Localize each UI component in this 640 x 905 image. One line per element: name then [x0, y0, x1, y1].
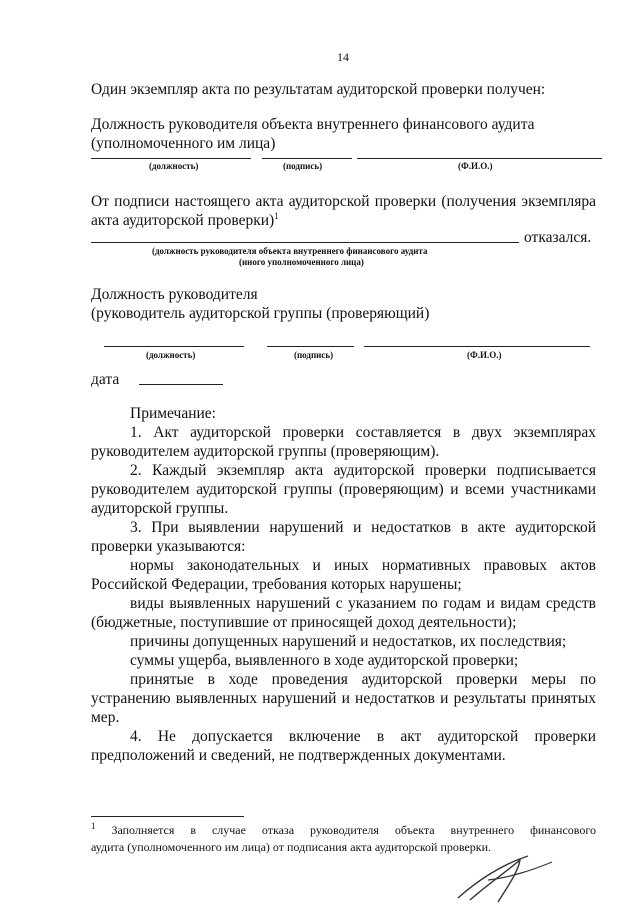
note-3-item-5-line-1: принятые в ходе проведения аудиторской проверки меры по [130, 671, 596, 688]
refusal-text-1: От подписи настоящего акта аудиторской проверки (получения экземпляра [91, 193, 596, 210]
note-3-item-5-line-2: устранению выявленных нарушений и недостатков и результаты принятых [91, 690, 596, 707]
footnote-line-2: аудита (уполномоченного им лица) от подписания акта аудиторской проверки. [91, 840, 492, 854]
refusal-signature-line [91, 242, 519, 243]
copy-received-line: Один экземпляр акта по результатам аудиторской проверки получен: [91, 81, 546, 98]
name-signature-line [357, 158, 602, 159]
head-position-label-2: (уполномоченного им лица) [91, 135, 276, 152]
note-3-item-5-line-3: мер. [91, 709, 120, 726]
leader-signature-line [267, 346, 354, 347]
note-2-line-3: аудиторской группы. [91, 500, 229, 517]
note-3-line-1: 3. При выявлении нарушений и недостатков в акте аудиторской [130, 519, 596, 536]
head-position-label-1: Должность руководителя объекта внутреннего финансового аудита [91, 116, 535, 133]
leader-label-2: (руководитель аудиторской группы (проверяющий) [91, 305, 430, 322]
signature-caption: (подпись) [283, 161, 323, 171]
footnote-separator [91, 816, 244, 817]
note-3-item-1-line-1: нормы законодательных и иных нормативных правовых актов [130, 557, 596, 574]
leader-label-1: Должность руководителя [91, 286, 258, 303]
note-1-line-1: 1. Акт аудиторской проверки составляется в двух экземплярах [130, 424, 596, 441]
note-3-line-2: проверки указываются: [91, 538, 246, 555]
note-2-line-2: руководителем аудиторской группы (проверяющим) и всеми участниками [91, 481, 596, 498]
note-2-line-1: 2. Каждый экземпляр акта аудиторской проверки подписывается [130, 462, 596, 479]
signature-line [262, 158, 352, 159]
refused-label: отказался. [524, 229, 592, 246]
note-4-line-1: 4. Не допускается включение в акт аудиторской проверки [130, 728, 596, 745]
note-3-item-3: причины допущенных нарушений и недостатков, их последствия; [130, 633, 567, 650]
date-line [139, 384, 223, 385]
note-3-item-2-line-1: виды выявленных нарушений с указанием по годам и видам средств [130, 595, 596, 612]
leader-name-caption: (Ф.И.О.) [467, 350, 502, 360]
position-caption: (должность) [149, 161, 199, 171]
note-3-item-4: суммы ущерба, выявленного в ходе аудиторской проверки; [130, 652, 519, 669]
note-4-line-2: предположений и сведений, не подтвержденных документами. [91, 747, 506, 764]
leader-name-line [364, 346, 590, 347]
footnote-mark: 1 [274, 210, 279, 221]
footnote-line-1: $^1$ Заполняется в случае отказа руководителя объекта внутреннего финансового [91, 821, 596, 837]
position-signature-line [91, 158, 251, 159]
name-caption: (Ф.И.О.) [458, 161, 493, 171]
leader-position-caption: (должность) [146, 350, 196, 360]
refusal-text-2: акта аудиторской проверки)$^1$ [91, 210, 279, 229]
note-1-line-2: руководителем аудиторской группы (проверяющим). [91, 443, 440, 460]
note-3-item-2-line-2: (бюджетные, поступившие от приносящей доход деятельности); [91, 614, 517, 631]
note-3-item-1-line-2: Российской Федерации, требования которых нарушены; [91, 576, 462, 593]
leader-signature-caption: (подпись) [294, 350, 334, 360]
refusal-caption-1: (должность руководителя объекта внутреннего финансового аудита [152, 246, 428, 256]
date-label: дата [91, 371, 120, 388]
page-number: 14 [337, 50, 349, 64]
handwritten-initials [448, 850, 558, 905]
note-heading: Примечание: [130, 405, 216, 422]
refusal-caption-2: (иного уполномоченного лица) [239, 257, 364, 267]
leader-position-line [104, 346, 244, 347]
